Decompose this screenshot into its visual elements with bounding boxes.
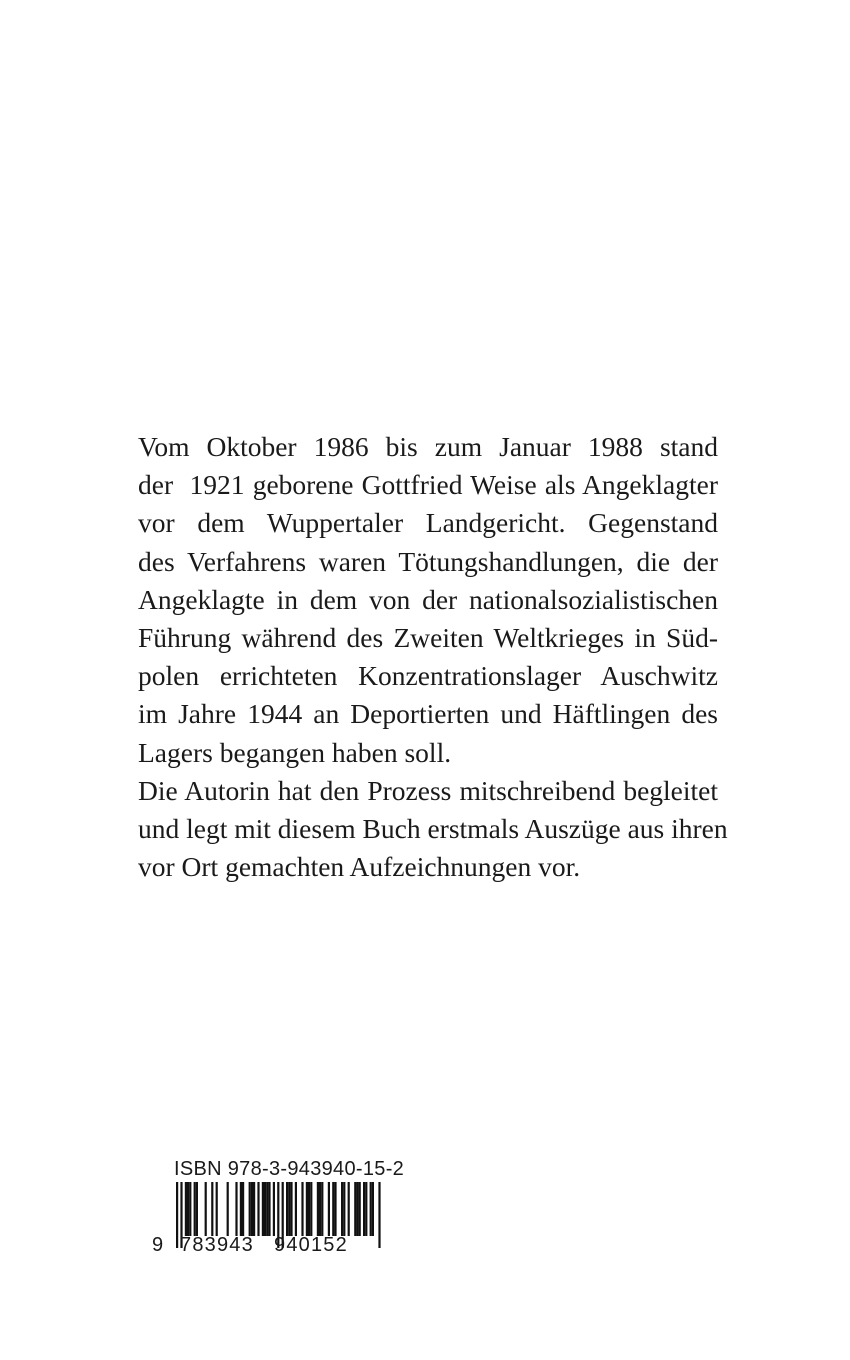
barcode-first-digit: 9 <box>152 1234 164 1256</box>
barcode-bar <box>308 1182 310 1236</box>
barcode-bar <box>268 1182 270 1236</box>
barcode-bar <box>235 1182 237 1236</box>
barcode-bar <box>356 1182 358 1236</box>
barcode-bar <box>301 1182 303 1236</box>
barcode-bar <box>332 1182 334 1236</box>
barcode-right-digits: 940152 <box>274 1234 348 1256</box>
barcode-bar <box>310 1182 312 1236</box>
barcode-bar <box>328 1182 330 1236</box>
barcode-bar <box>227 1182 229 1236</box>
blurb-line: vor dem Wuppertaler Landgericht. Gegenstand <box>138 507 718 539</box>
barcode-bar <box>266 1182 268 1236</box>
blurb-line: Führung während des Zweiten Weltkrieges in Süd- <box>138 622 718 654</box>
blurb-line: und legt mit diesem Buch erstmals Auszüge aus ihren <box>138 813 728 845</box>
blurb-line: polen errichteten Konzentrationslager Auschwitz <box>138 660 718 692</box>
barcode-bar <box>273 1182 275 1236</box>
barcode-bar <box>365 1182 367 1236</box>
barcode-bar <box>187 1182 189 1236</box>
barcode-bar <box>321 1182 323 1236</box>
barcode-bar <box>295 1182 297 1236</box>
barcode-bar <box>262 1182 264 1236</box>
barcode-bar <box>249 1182 251 1236</box>
blurb-line: der 1921 geborene Gottfried Weise als Angeklagter <box>138 469 718 501</box>
blurb-line: Angeklagte in dem von der nationalsozialistischen <box>138 583 718 615</box>
blurb-line: Die Autorin hat den Prozess mitschreibend begleitet <box>138 774 718 806</box>
back-cover-blurb <box>138 428 728 886</box>
barcode-bar <box>341 1182 343 1236</box>
blurb-line: im Jahre 1944 an Deportierten und Häftlingen des <box>138 698 718 730</box>
barcode-bar <box>306 1182 308 1236</box>
barcode-bar <box>194 1182 196 1236</box>
barcode-bar <box>343 1182 345 1236</box>
barcode-bar <box>286 1182 288 1236</box>
barcode-bar <box>251 1182 253 1236</box>
barcode-bar <box>205 1182 207 1236</box>
barcode-bar <box>334 1182 336 1236</box>
barcode-bar <box>290 1182 292 1236</box>
barcode-guard-bar <box>176 1182 178 1248</box>
blurb-line: Vom Oktober 1986 bis zum Januar 1988 stand <box>138 431 718 462</box>
barcode-bar <box>363 1182 365 1236</box>
barcode-guard-bar <box>378 1182 380 1248</box>
barcode-bar <box>288 1182 290 1236</box>
barcode-bar <box>240 1182 242 1236</box>
barcode-bar <box>354 1182 356 1236</box>
barcode-bar <box>348 1182 350 1236</box>
barcode-bar <box>196 1182 198 1236</box>
blurb-line: Lagers begangen haben soll. <box>138 736 452 768</box>
blurb-line: des Verfahrens waren Tötungshandlungen, die der <box>138 545 718 577</box>
barcode-bar <box>264 1182 266 1236</box>
barcode-bar <box>319 1182 321 1236</box>
barcode-bar <box>211 1182 213 1236</box>
barcode-bar <box>317 1182 319 1236</box>
barcode-bar <box>253 1182 255 1236</box>
blurb-line: vor Ort gemachten Aufzeichnungen vor. <box>138 851 581 883</box>
barcode-bar <box>372 1182 374 1236</box>
barcode-bar <box>242 1182 244 1236</box>
barcode-bar <box>185 1182 187 1236</box>
barcode-bar <box>257 1182 259 1236</box>
barcode-bar <box>216 1182 218 1236</box>
barcode-bar <box>359 1182 361 1236</box>
barcode-bar <box>370 1182 372 1236</box>
barcode-left-digits: 783943 <box>180 1234 254 1256</box>
isbn-label: ISBN 978-3-943940-15-2 <box>174 1158 405 1180</box>
barcode-bar <box>189 1182 191 1236</box>
